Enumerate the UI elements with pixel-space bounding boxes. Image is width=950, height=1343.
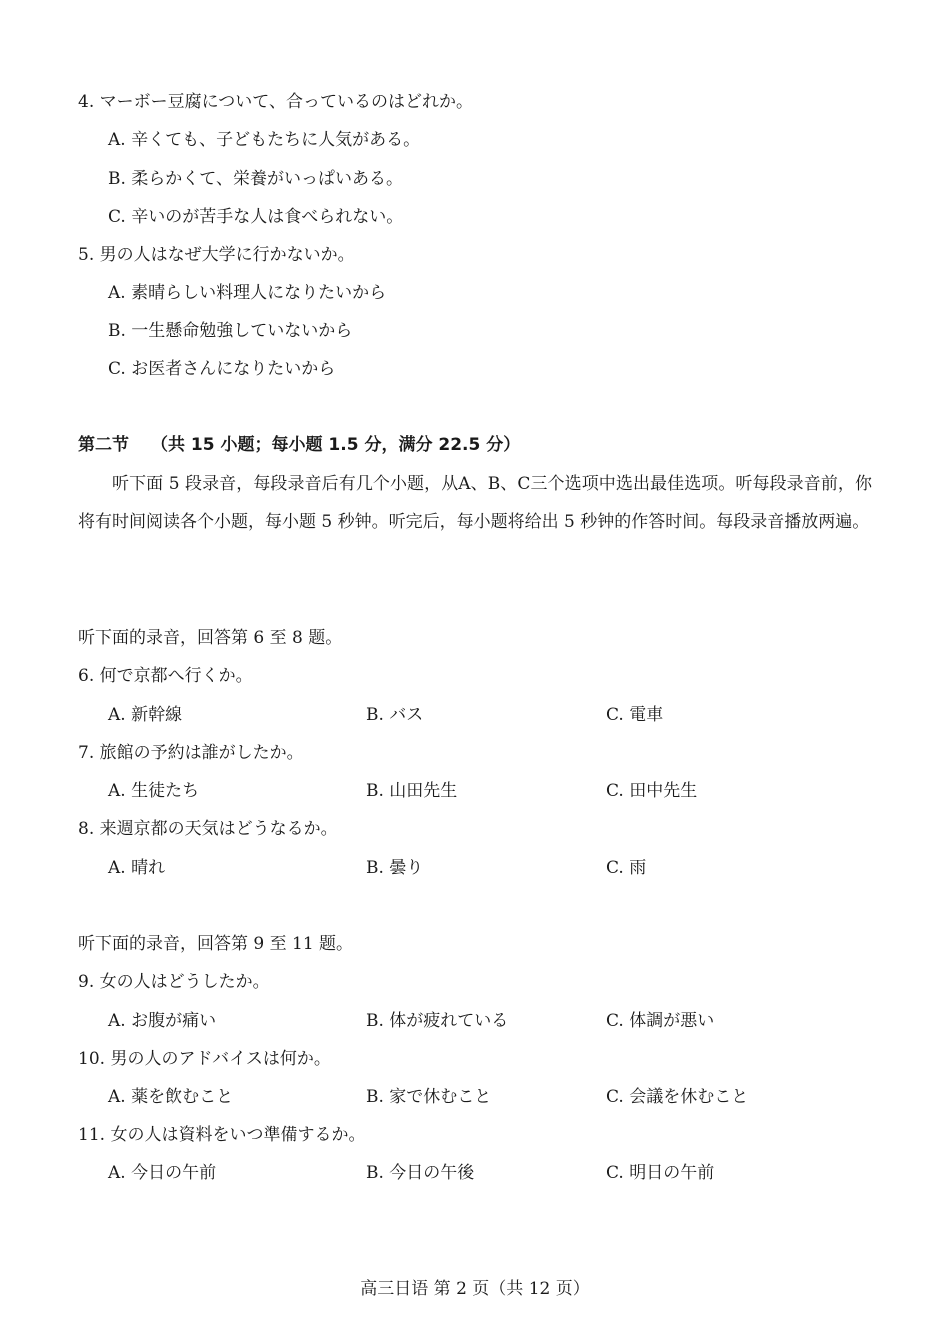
section-2-title: 第二节 bbox=[78, 435, 129, 455]
q5-option-a: A. 素晴らしい料理人になりたいから bbox=[108, 283, 387, 303]
question-4: 4. マーボー豆腐について、合っているのはどれか。 bbox=[78, 92, 473, 112]
q6-option-a: A. 新幹線 bbox=[108, 705, 183, 725]
q10-option-c: C. 会議を休むこと bbox=[606, 1087, 749, 1107]
question-9: 9. 女の人はどうしたか。 bbox=[78, 972, 270, 992]
section-2-heading bbox=[78, 434, 520, 456]
q9-option-b: B. 体が疲れている bbox=[366, 1011, 509, 1031]
q5-option-b: B. 一生懸命勉強していないから bbox=[108, 321, 353, 341]
q6-option-c: C. 電車 bbox=[606, 705, 664, 725]
question-5: 5. 男の人はなぜ大学に行かないか。 bbox=[78, 245, 355, 265]
group-1-intro: 听下面的录音，回答第 6 至 8 题。 bbox=[78, 628, 343, 648]
question-10: 10. 男の人のアドバイスは何か。 bbox=[78, 1049, 331, 1069]
q8-option-a: A. 晴れ bbox=[108, 858, 166, 878]
q8-option-b: B. 曇り bbox=[366, 858, 424, 878]
q5-option-c: C. お医者さんになりたいから bbox=[108, 359, 336, 379]
q7-option-c: C. 田中先生 bbox=[606, 781, 698, 801]
q10-option-a: A. 薬を飲むこと bbox=[108, 1087, 234, 1107]
question-11: 11. 女の人は資料をいつ準備するか。 bbox=[78, 1125, 366, 1145]
q6-option-b: B. バス bbox=[366, 705, 424, 725]
q11-option-c: C. 明日の午前 bbox=[606, 1163, 715, 1183]
q9-option-a: A. お腹が痛い bbox=[108, 1011, 217, 1031]
group-2-intro: 听下面的录音，回答第 9 至 11 题。 bbox=[78, 934, 354, 954]
q11-option-a: A. 今日の午前 bbox=[108, 1163, 217, 1183]
question-7: 7. 旅館の予約は誰がしたか。 bbox=[78, 743, 304, 763]
q7-option-b: B. 山田先生 bbox=[366, 781, 458, 801]
question-8: 8. 来週京都の天気はどうなるか。 bbox=[78, 819, 338, 839]
section-2-info: （共 15 小题；每小题 1.5 分，满分 22.5 分） bbox=[151, 435, 521, 455]
q8-option-c: C. 雨 bbox=[606, 858, 647, 878]
q4-option-c: C. 辛いのが苦手な人は食べられない。 bbox=[108, 207, 404, 227]
q11-option-b: B. 今日の午後 bbox=[366, 1163, 475, 1183]
q7-option-a: A. 生徒たち bbox=[108, 781, 200, 801]
q4-option-a: A. 辛くても、子どもたちに人気がある。 bbox=[108, 130, 421, 150]
q10-option-b: B. 家で休むこと bbox=[366, 1087, 492, 1107]
section-2-instructions: 听下面 5 段录音，每段录音后有几个小题，从A、B、C三个选项中选出最佳选项。听每段录音前，你将有时间阅读各个小题，每小题 5 秒钟。听完后，每小题将给出 5 秒钟的作答时间。每段录音播放两遍。 bbox=[78, 474, 872, 532]
q9-option-c: C. 体調が悪い bbox=[606, 1011, 715, 1031]
page-footer: 高三日语 第 2 页（共 12 页） bbox=[360, 1279, 590, 1299]
q4-option-b: B. 柔らかくて、栄養がいっぱいある。 bbox=[108, 169, 403, 189]
question-6: 6. 何で京都へ行くか。 bbox=[78, 666, 253, 686]
